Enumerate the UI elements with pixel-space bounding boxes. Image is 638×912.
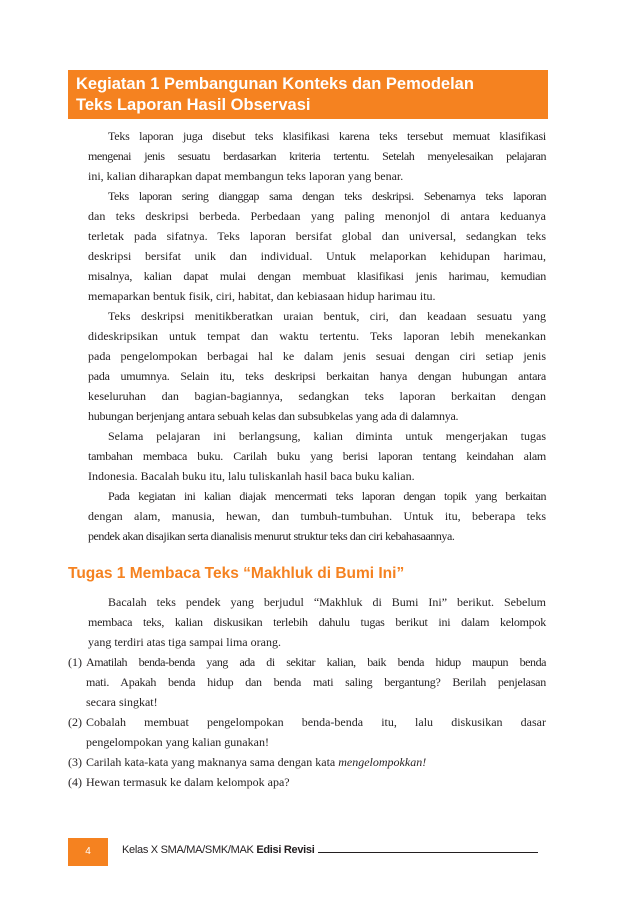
- text-line: pendek akan disajikan serta dianalisis menurut struktur teks dan ciri kebahasaannya.: [88, 529, 455, 543]
- text-line: keseluruhan dan bagian-bagiannya, sedangkan teks laporan berkaitan dengan: [88, 389, 546, 403]
- text-line: Selama pelajaran ini berlangsung, kalian diminta untuk mengerjakan tugas: [108, 429, 546, 443]
- text-line: hubungan berjenjang antara sebuah kelas dan subsubkelas yang ada di dalamnya.: [88, 409, 459, 423]
- footer-book-title: [122, 844, 314, 856]
- task-item-3: [68, 752, 546, 772]
- task-item-number: (1): [68, 655, 82, 669]
- task-item-2: [68, 712, 546, 752]
- task-item-number: (2): [68, 715, 82, 729]
- text-line: mengenai jenis sesuatu berdasarkan kriteria tertentu. Setelah menyelesaikan pelajaran: [88, 149, 546, 163]
- task-item-1: [68, 652, 546, 712]
- text-line: Bacalah teks pendek yang berjudul “Makhluk di Bumi Ini” berikut. Sebelum: [108, 595, 546, 609]
- footer-class-label: Kelas X SMA/MA/SMK/MAK: [122, 844, 257, 856]
- task-body: [68, 592, 546, 792]
- text-line: membaca teks, kalian diskusikan terlebih dahulu tugas berikut ini dalam kelompok: [88, 615, 546, 629]
- task-item-number: (3): [68, 755, 82, 769]
- task-intro: [68, 592, 546, 652]
- text-line: tambahan membaca buku. Carilah buku yang berisi laporan tentang keindahan alam: [88, 449, 546, 463]
- text-line: Teks laporan sering dianggap sama dengan teks deskripsi. Sebenarnya teks laporan: [108, 189, 546, 203]
- text-line: Cobalah membuat pengelompokan benda-benda itu, lalu diskusikan dasar: [86, 715, 546, 729]
- text-line: terletak pada sifatnya. Teks laporan bersifat global dan universal, sedangkan teks: [88, 229, 546, 243]
- text-line: dideskripsikan untuk tempat dan waktu tertentu. Teks laporan lebih menekankan: [88, 329, 546, 343]
- text-line: memaparkan bentuk fisik, ciri, habitat, dan kebiasaan hidup harimau itu.: [88, 289, 436, 303]
- text-line: dan teks deskripsi berbeda. Perbedaan yang paling menonjol di antara keduanya: [88, 209, 546, 223]
- text-line: pengelompokan yang kalian gunakan!: [86, 735, 269, 749]
- text-line: Amatilah benda-benda yang ada di sekitar kalian, baik benda hidup maupun benda: [86, 655, 546, 669]
- footer-divider: [318, 852, 538, 853]
- text-line: deskripsi bersifat unik dan individual. Untuk melaporkan kehidupan harimau,: [88, 249, 546, 263]
- paragraph-2: [68, 186, 546, 306]
- paragraph-1: [68, 126, 546, 186]
- text-line: Teks deskripsi menitikberatkan uraian bentuk, ciri, dan keadaan sesuatu yang: [108, 309, 546, 323]
- text-line: pada pengelompokan berbagai hal ke dalam jenis sesuai dengan ciri setiap jenis: [88, 349, 546, 363]
- activity-heading-banner: [68, 70, 548, 119]
- paragraph-3: [68, 306, 546, 426]
- footer-edition: Edisi Revisi: [256, 844, 315, 856]
- text-line: dengan alam, manusia, hewan, dan tumbuh-tumbuhan. Untuk itu, beberapa teks: [88, 509, 546, 523]
- text-line: misalnya, kalian dapat mulai dengan membuat klasifikasi jenis harimau, kemudian: [88, 269, 546, 283]
- activity-heading-line-2: Teks Laporan Hasil Observasi: [76, 96, 311, 114]
- body-text: [68, 126, 546, 546]
- text-line: Teks laporan juga disebut teks klasifikasi karena teks tersebut memuat klasifikasi: [108, 129, 546, 143]
- task-heading: Tugas 1 Membaca Teks “Makhluk di Bumi Ini”: [68, 565, 405, 582]
- italic-term: mengelompokkan!: [338, 755, 427, 769]
- paragraph-5: [68, 486, 546, 546]
- paragraph-4: [68, 426, 546, 486]
- text-line: pada umumnya. Selain itu, teks deskripsi berkaitan hanya dengan hubungan antara: [88, 369, 546, 383]
- text-line: [68, 752, 546, 772]
- text-line: ini, kalian diharapkan dapat membangun teks laporan yang benar.: [88, 169, 404, 183]
- text-line: Indonesia. Bacalah buku itu, lalu tuliskanlah hasil baca buku kalian.: [88, 469, 415, 483]
- text-line: yang terdiri atas tiga sampai lima orang.: [88, 635, 281, 649]
- activity-heading-line-1: Kegiatan 1 Pembangunan Konteks dan Pemodelan: [76, 75, 474, 93]
- text-line: Hewan termasuk ke dalam kelompok apa?: [86, 775, 290, 789]
- text-line: secara singkat!: [86, 695, 158, 709]
- page-number: 4: [68, 838, 108, 866]
- task-item-text: Carilah kata-kata yang maknanya sama dengan kata: [86, 755, 339, 769]
- task-item-number: (4): [68, 775, 82, 789]
- text-line: mati. Apakah benda hidup dan benda mati saling bergantung? Berilah penjelasan: [86, 675, 546, 689]
- text-line: Pada kegiatan ini kalian diajak mencermati teks laporan dengan topik yang berkaitan: [108, 489, 546, 503]
- task-item-4: [68, 772, 546, 792]
